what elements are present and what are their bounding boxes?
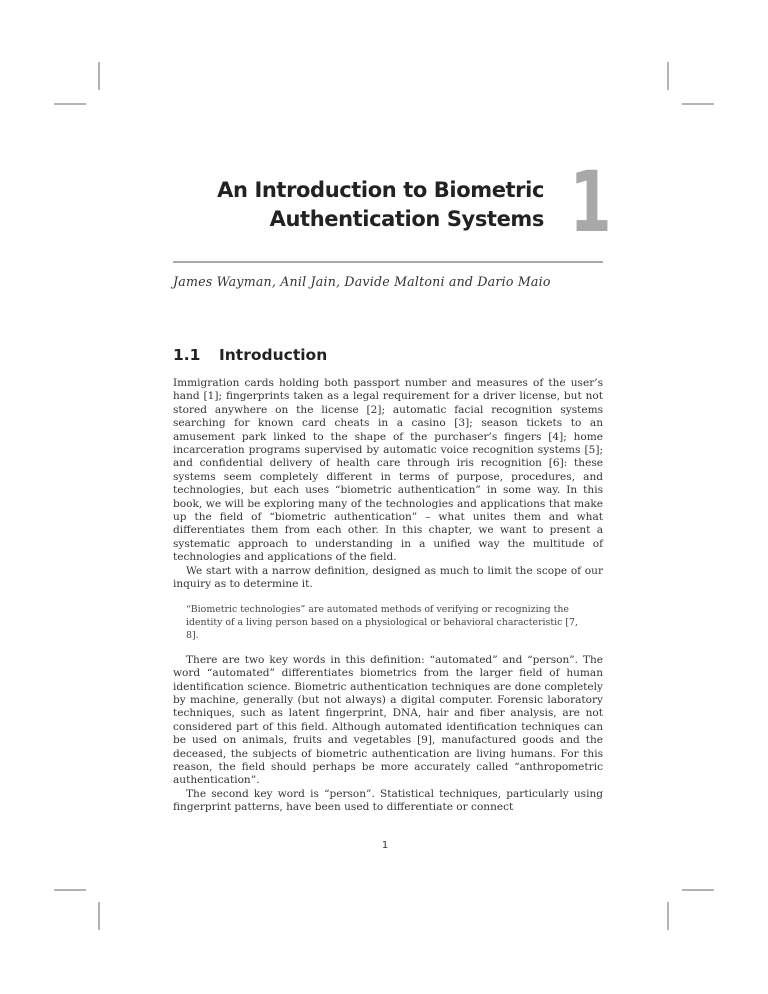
section-title: Introduction <box>219 346 328 364</box>
section-number: 1.1 <box>173 346 201 364</box>
crop-mark-bottom-left-vertical <box>98 902 100 930</box>
crop-mark-bottom-left-horizontal <box>54 889 86 891</box>
title-rule <box>173 261 603 263</box>
crop-mark-top-left-horizontal <box>54 103 86 105</box>
paragraph: The second key word is “person”. Statistical techniques, particularly using fingerprint patterns, have been used to differentiate or connect <box>173 787 603 814</box>
section-heading <box>173 345 327 365</box>
paragraph: Immigration cards holding both passport number and measures of the user’s hand [1]; fingerprints taken as a legal requirement for a driver license, but not stored anywhere on the license [2]; automatic facial recognition systems searching for known card cheats in a casino [3]; season tickets to an amusement park linked to the shape of the purchaser’s fingers [4]; home incarceration programs supervised by automatic voice recognition systems [5]; and confidential delivery of health care through iris recognition [6]: these systems seem completely different in terms of purpose, procedures, and technologies, but each uses “biometric authentication” in some way. In this book, we will be exploring many of the technologies and applications that make up the field of “biometric authentication” – what unites them and what differentiates them from each other. In this chapter, we want to present a systematic approach to understanding in a unified way the multitude of technologies and applications of the field. <box>173 377 603 564</box>
paragraph: There are two key words in this definition: “automated” and “person”. The word “automated” differentiates biometrics from the larger field of human identification science. Biometric authentication techniques are done completely by machine, generally (but not always) a digital computer. Forensic laboratory techniques, such as latent fingerprint, DNA, hair and fiber analysis, are not considered part of this field. Although automated identification techniques can be used on animals, fruits and vegetables [9], manufactured goods and the deceased, the subjects of biometric authentication are living humans. For this reason, the field should perhaps be more accurately called “anthropometric authentication”. <box>173 653 603 787</box>
crop-mark-top-left-vertical <box>98 62 100 90</box>
chapter-title <box>173 176 544 234</box>
page-number: 1 <box>381 840 389 851</box>
body-text <box>173 377 603 815</box>
crop-mark-bottom-right-horizontal <box>682 889 714 891</box>
chapter-authors: James Wayman, Anil Jain, Davide Maltoni and Dario Maio <box>173 274 551 289</box>
crop-mark-top-right-vertical <box>667 62 669 90</box>
chapter-title-line-2: Authentication Systems <box>269 207 544 231</box>
chapter-title-line-1: An Introduction to Biometric <box>217 178 544 202</box>
crop-mark-bottom-right-vertical <box>667 902 669 930</box>
definition-quote: “Biometric technologies” are automated methods of verifying or recognizing the identity of a living person based on a physiological or behavioral characteristic [7, 8]. <box>186 603 578 642</box>
chapter-number: 1 <box>569 153 612 251</box>
paragraph: We start with a narrow definition, designed as much to limit the scope of our inquiry as to determine it. <box>173 564 603 591</box>
crop-mark-top-right-horizontal <box>682 103 714 105</box>
